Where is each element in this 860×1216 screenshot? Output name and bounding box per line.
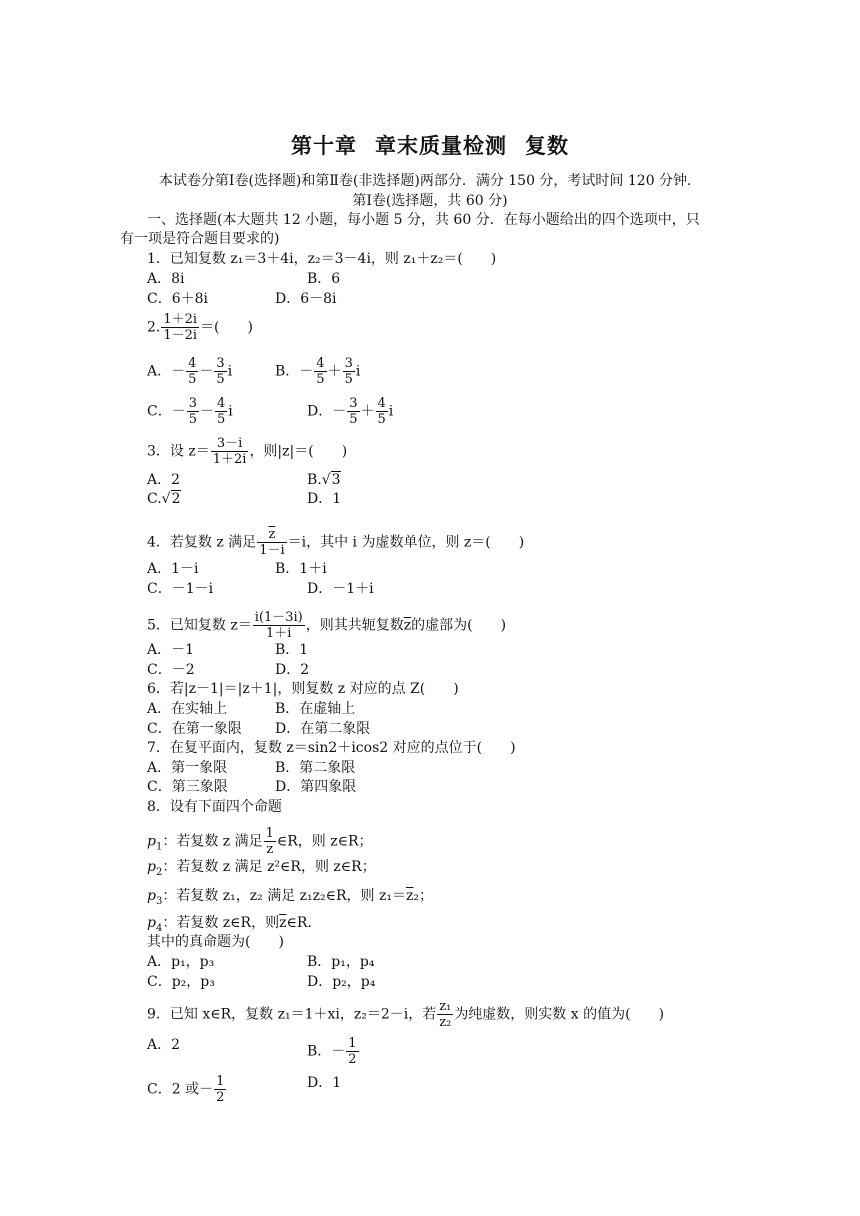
q9-option-a: A．2 xyxy=(147,1037,181,1053)
q5-fraction: $\frac{i(1-3i)}{1+i}$ xyxy=(254,610,303,641)
q4-option-c: C．－1－i xyxy=(147,581,214,597)
q5-option-d: D．2 xyxy=(275,662,310,678)
q9-option-b: B．－ $\frac{1}{2}$ xyxy=(307,1036,357,1067)
q1-option-c: C．6＋8i xyxy=(147,291,209,307)
q5-option-a: A．－1 xyxy=(147,642,195,658)
q6-stem: 6．若|z－1|＝|z＋1|，则复数 z 对应的点 Z( ) xyxy=(147,681,459,697)
q7-option-b: B．第二象限 xyxy=(275,760,356,776)
q7-option-a: A．第一象限 xyxy=(147,760,228,776)
q8-p1-fraction: $\frac{1}{z}$ xyxy=(265,826,274,857)
q8-option-d: D．p₂，p₄ xyxy=(307,974,376,990)
q4-stem: 4．若复数 z 满足 $\frac{\overline{z}}{1-i}$ ＝i，其中 i 为虚数单位，则 z＝( ) xyxy=(147,527,525,558)
q3-option-a: A．2 xyxy=(147,472,181,488)
q8-proposition-p1: $p_1$：若复数 z 满足 $\frac{1}{z}$ ∈R，则 z∈R； xyxy=(147,826,373,857)
q6-option-a: A．在实轴上 xyxy=(147,701,228,717)
page-title: 第十章 章末质量检测 复数 xyxy=(291,133,569,158)
q2-fraction: $\frac{1+2i}{1-2i}$ xyxy=(163,312,198,343)
q6-option-c: C．在第一象限 xyxy=(147,721,242,737)
q4-option-d: D．－1＋i xyxy=(307,581,374,597)
q3-option-b: B.√3 xyxy=(307,472,341,488)
q1-stem: 1．已知复数 z₁＝3＋4i，z₂＝3－4i，则 z₁＋z₂＝( ) xyxy=(147,251,497,267)
q9-option-c: C．2 或－ $\frac{1}{2}$ xyxy=(147,1074,225,1105)
q4-option-a: A．1－i xyxy=(147,561,199,577)
q1-option-d: D．6－8i xyxy=(275,291,337,307)
q8-option-a: A．p₁，p₃ xyxy=(147,954,215,970)
q3-fraction: $\frac{3-i}{1+2i}$ xyxy=(212,436,247,467)
q5-option-c: C．－2 xyxy=(147,662,195,678)
q3-option-c: C.√2 xyxy=(147,491,181,507)
q9-option-d: D．1 xyxy=(307,1075,342,1091)
q1-option-b: B．6 xyxy=(307,271,341,287)
q8-proposition-p3: $p_3$：若复数 z₁，z₂ 满足 z₁z₂∈R，则 $z_1=\overline{z}_2$； xyxy=(147,888,434,907)
q7-option-c: C．第三象限 xyxy=(147,779,228,795)
q6-option-b: B．在虚轴上 xyxy=(275,701,356,717)
instructions-line-1: 一、选择题(本大题共 12 小题，每小题 5 分，共 60 分．在每小题给出的四个选项中，只 xyxy=(147,212,700,228)
q8-option-b: B．p₁，p₄ xyxy=(307,954,375,970)
section-heading: 第Ⅰ卷(选择题，共 60 分) xyxy=(352,193,508,209)
q2-option-c: C．－ $\frac{3}{5}$ － $\frac{4}{5}$ i xyxy=(147,396,233,427)
q2-stem: 2. $\frac{1+2i}{1-2i}$ ＝( ) xyxy=(147,312,253,343)
q8-proposition-p2: $p_2$：若复数 z 满足 z²∈R，则 z∈R； xyxy=(147,859,376,878)
q7-stem: 7．在复平面内，复数 z＝sin2＋icos2 对应的点位于( ) xyxy=(147,740,516,756)
q8-proposition-p4: $p_4$：若复数 z∈R，则$\overline{z}\in R$. xyxy=(147,915,312,934)
q5-option-b: B．1 xyxy=(275,642,309,658)
q2-option-a: A．－ $\frac{4}{5}$ － $\frac{3}{5}$ i xyxy=(147,356,233,387)
instructions-line-2: 有一项是符合题目要求的) xyxy=(120,231,280,247)
q2-option-d: D．－ $\frac{3}{5}$ ＋ $\frac{4}{5}$ i xyxy=(307,396,394,427)
exam-intro: 本试卷分第Ⅰ卷(选择题)和第Ⅱ卷(非选择题)两部分．满分 150 分，考试时间 120 分钟． xyxy=(158,173,702,189)
q1-option-a: A．8i xyxy=(147,271,185,287)
q8-stem: 8．设有下面四个命题 xyxy=(147,799,282,815)
q8-question: 其中的真命题为( ) xyxy=(147,934,284,950)
q8-option-c: C．p₂，p₃ xyxy=(147,974,215,990)
q3-option-d: D．1 xyxy=(307,491,342,507)
q9-stem: 9．已知 x∈R，复数 z₁＝1＋xi，z₂＝2－i，若 $\frac{\text{z₁}}{\text{z₂}}$ 为纯虚数，则实数 x 的值为( ) xyxy=(147,999,665,1030)
q4-fraction: $\frac{\overline{z}}{1-i}$ xyxy=(259,527,285,558)
q2-option-b: B．－ $\frac{4}{5}$ ＋ $\frac{3}{5}$ i xyxy=(275,356,361,387)
q9-fraction: $\frac{\text{z₁}}{\text{z₂}}$ xyxy=(439,999,452,1030)
q6-option-d: D．在第二象限 xyxy=(275,721,371,737)
q7-option-d: D．第四象限 xyxy=(275,779,357,795)
q3-stem: 3．设 z＝ $\frac{3-i}{1+2i}$ ，则|z|＝( ) xyxy=(147,436,348,467)
q5-stem: 5．已知复数 z＝ $\frac{i(1-3i)}{1+i}$ ，则其共轭复数$\overline{z}$的虚部为( ) xyxy=(147,610,507,641)
q4-option-b: B．1＋i xyxy=(275,561,327,577)
